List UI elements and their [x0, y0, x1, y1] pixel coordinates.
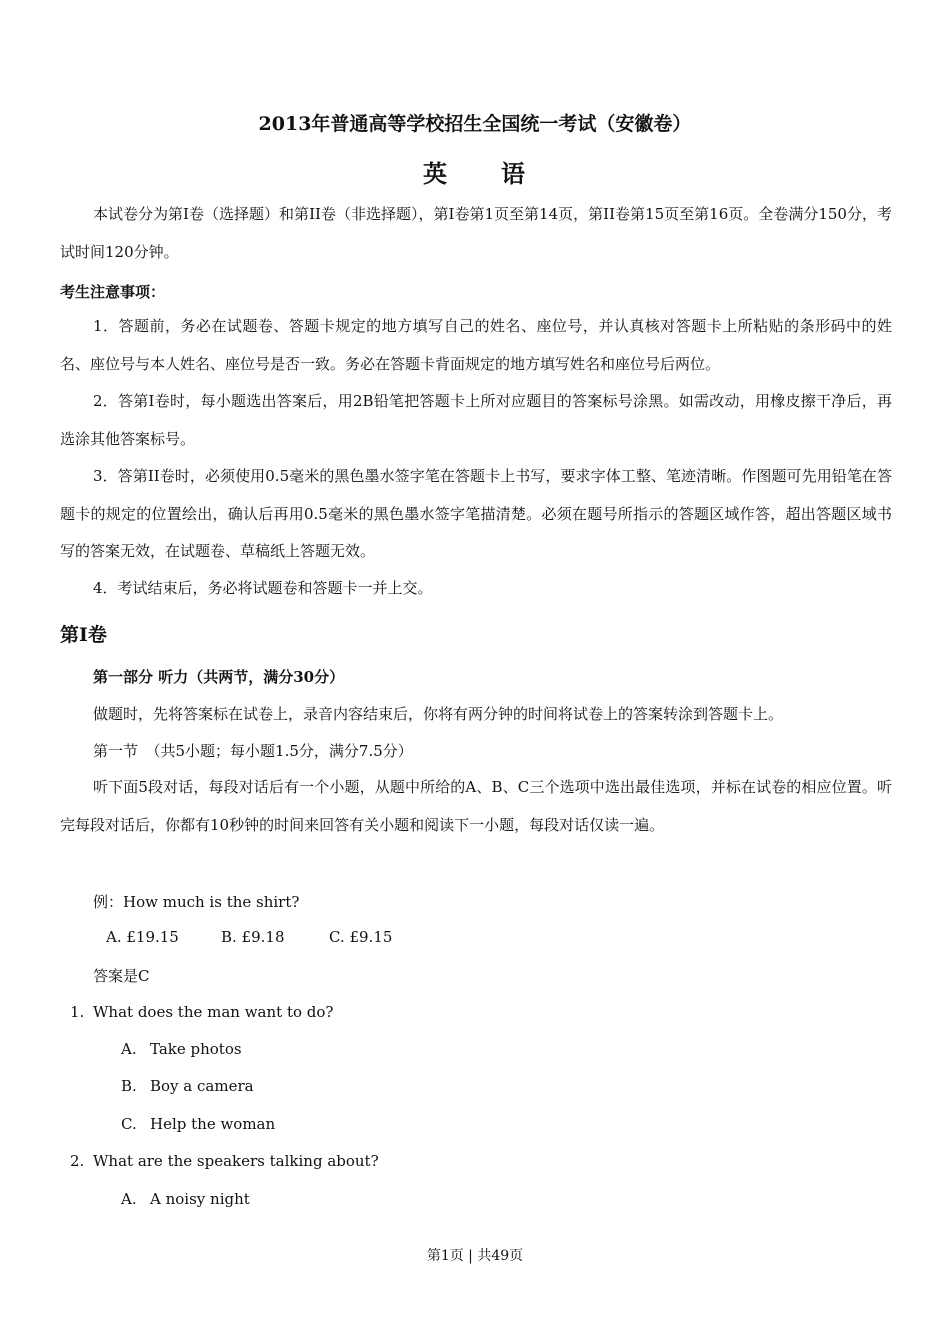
question-2-option-a: A noisy night	[150, 1190, 250, 1208]
part1-instruction: 做题时，先将答案标在试卷上，录音内容结束后，你将有两分钟的时间将试卷上的答案转涂到答题卡上。	[93, 705, 784, 723]
question-1-option-b-letter: B.	[121, 1077, 137, 1095]
example-option-b: B. £9.18	[221, 928, 285, 946]
example-question: 例：How much is the shirt?	[93, 893, 300, 911]
page-footer: 第1页 | 共49页	[426, 1248, 524, 1264]
question-1-text: What does the man want to do?	[93, 1003, 334, 1021]
exam-title: 2013年普通高等学校招生全国统一考试（安徽卷）	[258, 113, 692, 135]
question-1-option-a: Take photos	[150, 1040, 242, 1058]
question-1-option-a-letter: A.	[121, 1040, 137, 1058]
notice-item-1: 1．答题前，务必在试题卷、答题卡规定的地方填写自己的姓名、座位号，并认真核对答题卡上所粘贴的条形码中的姓名、座位号与本人姓名、座位号是否一致。务必在答题卡背面规定的地方填写姓名和座位号后两位。	[60, 317, 892, 373]
example-option-a: A. £19.15	[106, 928, 179, 946]
question-2-option-a-letter: A.	[121, 1190, 137, 1208]
section1-instruction: 听下面5段对话，每段对话后有一个小题，从题中所给的A、B、C三个选项中选出最佳选项，并标在试卷的相应位置。听完每段对话后，你都有10秒钟的时间来回答有关小题和阅读下一小题，每段对话仅读一遍。	[60, 778, 892, 834]
example-option-c: C. £9.15	[329, 928, 393, 946]
notice-heading: 考生注意事项：	[60, 283, 166, 301]
section1-heading: 第一节 （共5小题；每小题1.5分，满分7.5分）	[93, 742, 413, 760]
intro-paragraph: 本试卷分为第I卷（选择题）和第II卷（非选择题），第I卷第1页至第14页，第II卷第15页至第16页。全卷满分150分，考试时间120分钟。	[60, 205, 892, 261]
volume-heading: 第I卷	[60, 624, 107, 646]
question-2-text: What are the speakers talking about?	[93, 1152, 379, 1170]
question-1-option-c: Help the woman	[150, 1115, 276, 1133]
question-1-option-b: Boy a camera	[150, 1077, 254, 1095]
example-answer: 答案是C	[93, 967, 150, 985]
question-1-number: 1.	[70, 1003, 85, 1021]
notice-item-4: 4．考试结束后，务必将试题卷和答题卡一并上交。	[93, 579, 433, 597]
part1-heading: 第一部分 听力（共两节，满分30分）	[93, 668, 345, 686]
notice-item-3: 3．答第II卷时，必须使用0.5毫米的黑色墨水签字笔在答题卡上书写，要求字体工整、笔迹清晰。作图题可先用铅笔在答题卡的规定的位置绘出，确认后再用0.5毫米的黑色墨水签字笔描清楚。必须在题号所指示的答题区域作答，超出答题区域书写的答案无效，在试题卷、草稿纸上答题无效。	[60, 467, 892, 560]
question-2-number: 2.	[70, 1152, 85, 1170]
notice-item-2: 2．答第I卷时，每小题选出答案后，用2B铅笔把答题卡上所对应题目的答案标号涂黑。如需改动，用橡皮擦干净后，再选涂其他答案标号。	[60, 392, 892, 448]
subject-title: 英 语	[423, 159, 527, 188]
question-1-option-c-letter: C.	[121, 1115, 137, 1133]
